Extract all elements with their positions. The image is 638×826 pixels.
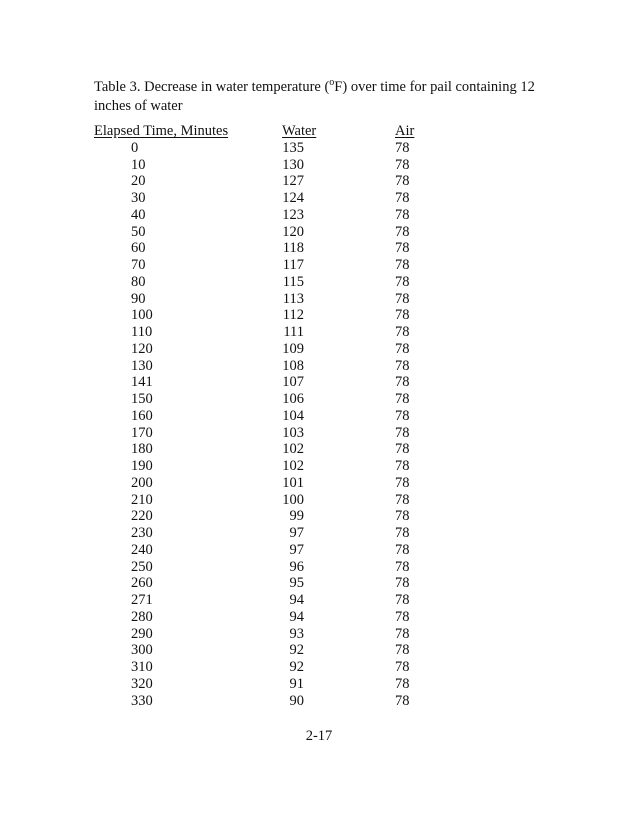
- cell-elapsed-time: 240: [131, 541, 153, 558]
- cell-water-temp: 93: [289, 625, 304, 642]
- cell-water-temp: 92: [289, 659, 304, 675]
- table-row: [0, 324, 638, 341]
- cell-air-temp: 78: [395, 190, 410, 206]
- table-body: [0, 140, 638, 710]
- cell-air-temp: 78: [395, 525, 410, 541]
- cell-elapsed-time: 110: [131, 324, 153, 340]
- table-row: [0, 224, 638, 241]
- cell-elapsed-time: 100: [131, 307, 153, 324]
- cell-air-temp: 78: [395, 458, 410, 474]
- table-row: [0, 458, 638, 475]
- cell-elapsed-time: 120: [131, 340, 153, 357]
- table-row: [0, 291, 638, 308]
- cell-elapsed-time: 300: [131, 642, 153, 659]
- cell-water-temp: 111: [283, 324, 304, 340]
- table-row: [0, 307, 638, 324]
- table-row: [0, 391, 638, 408]
- table-row: [0, 525, 638, 542]
- cell-elapsed-time: 141: [131, 374, 153, 391]
- cell-air-temp: 78: [395, 508, 410, 525]
- cell-air-temp: 78: [395, 424, 410, 441]
- cell-air-temp: 78: [395, 592, 410, 608]
- cell-water-temp: 92: [289, 642, 304, 659]
- table-header-row: [0, 123, 638, 140]
- table-row: [0, 274, 638, 291]
- cell-air-temp: 78: [395, 407, 410, 424]
- cell-water-temp: 104: [282, 407, 304, 424]
- table-row: [0, 374, 638, 391]
- cell-water-temp: 106: [282, 391, 304, 407]
- table-row: [0, 559, 638, 576]
- table-row: [0, 492, 638, 509]
- cell-water-temp: 91: [289, 675, 304, 692]
- table-row: [0, 173, 638, 190]
- cell-elapsed-time: 280: [131, 608, 153, 625]
- table-row: [0, 475, 638, 492]
- cell-water-temp: 103: [282, 424, 304, 441]
- cell-water-temp: 124: [282, 190, 304, 206]
- table-row: [0, 676, 638, 693]
- cell-elapsed-time: 190: [131, 458, 153, 474]
- table-row: [0, 693, 638, 710]
- cell-elapsed-time: 170: [131, 424, 153, 441]
- table-row: [0, 341, 638, 358]
- table-row: [0, 257, 638, 274]
- cell-water-temp: 120: [282, 223, 304, 240]
- cell-air-temp: 78: [395, 206, 410, 223]
- cell-air-temp: 78: [395, 491, 410, 508]
- cell-water-temp: 113: [282, 290, 304, 307]
- cell-air-temp: 78: [395, 307, 410, 324]
- cell-water-temp: 102: [282, 458, 304, 474]
- cell-elapsed-time: 200: [131, 474, 153, 491]
- cell-water-temp: 95: [289, 575, 304, 592]
- table-row: [0, 542, 638, 559]
- caption-text-end: F) over time for pail containing 12 inches of water: [94, 79, 535, 114]
- cell-air-temp: 78: [395, 173, 410, 190]
- cell-elapsed-time: 220: [131, 508, 153, 525]
- cell-elapsed-time: 310: [131, 659, 153, 675]
- table-row: [0, 441, 638, 458]
- cell-air-temp: 78: [395, 692, 410, 709]
- cell-elapsed-time: 40: [131, 206, 146, 223]
- cell-air-temp: 78: [395, 541, 410, 558]
- cell-air-temp: 78: [395, 257, 410, 273]
- cell-air-temp: 78: [395, 441, 410, 458]
- table-caption: [94, 78, 564, 116]
- cell-elapsed-time: 0: [131, 139, 139, 156]
- cell-air-temp: 78: [395, 156, 410, 173]
- cell-air-temp: 78: [395, 675, 410, 692]
- cell-elapsed-time: 180: [131, 441, 153, 458]
- cell-air-temp: 78: [395, 391, 410, 407]
- cell-water-temp: 123: [282, 206, 304, 223]
- cell-elapsed-time: 210: [131, 491, 153, 508]
- cell-elapsed-time: 160: [131, 407, 153, 424]
- cell-air-temp: 78: [395, 642, 410, 659]
- cell-air-temp: 78: [395, 374, 410, 391]
- cell-elapsed-time: 50: [131, 223, 146, 240]
- degree-superscript: o: [329, 77, 335, 88]
- cell-elapsed-time: 250: [131, 558, 153, 575]
- cell-air-temp: 78: [395, 575, 410, 592]
- cell-air-temp: 78: [395, 659, 410, 675]
- cell-air-temp: 78: [395, 474, 410, 491]
- header-elapsed-time: Elapsed Time, Minutes: [94, 123, 229, 139]
- table-row: [0, 642, 638, 659]
- cell-water-temp: 112: [282, 307, 304, 324]
- cell-air-temp: 78: [395, 139, 410, 156]
- cell-elapsed-time: 70: [131, 257, 146, 273]
- cell-elapsed-time: 150: [131, 391, 153, 407]
- table-row: [0, 190, 638, 207]
- cell-water-temp: 96: [289, 558, 304, 575]
- cell-elapsed-time: 20: [131, 173, 146, 190]
- cell-water-temp: 118: [282, 240, 304, 257]
- cell-air-temp: 78: [395, 240, 410, 257]
- table-row: [0, 575, 638, 592]
- cell-elapsed-time: 10: [131, 156, 146, 173]
- header-air: Air: [395, 123, 415, 139]
- table-row: [0, 609, 638, 626]
- page-number: 2-17: [305, 728, 333, 744]
- table-row: [0, 358, 638, 375]
- cell-air-temp: 78: [395, 340, 410, 357]
- table-row: [0, 508, 638, 525]
- table-row: [0, 408, 638, 425]
- cell-water-temp: 130: [282, 156, 304, 173]
- cell-water-temp: 102: [282, 441, 304, 458]
- cell-elapsed-time: 230: [131, 525, 153, 541]
- cell-water-temp: 100: [282, 491, 304, 508]
- caption-text-start: Table 3. Decrease in water temperature (: [94, 79, 330, 95]
- table-row: [0, 207, 638, 224]
- cell-elapsed-time: 80: [131, 273, 146, 290]
- table-row: [0, 626, 638, 643]
- cell-elapsed-time: 290: [131, 625, 153, 642]
- cell-water-temp: 109: [282, 340, 304, 357]
- cell-air-temp: 78: [395, 625, 410, 642]
- cell-water-temp: 94: [289, 592, 304, 608]
- cell-air-temp: 78: [395, 558, 410, 575]
- cell-water-temp: 97: [289, 541, 304, 558]
- table-row: [0, 140, 638, 157]
- table-row: [0, 240, 638, 257]
- cell-water-temp: 117: [282, 257, 304, 273]
- cell-water-temp: 127: [282, 173, 304, 190]
- cell-elapsed-time: 30: [131, 190, 146, 206]
- cell-elapsed-time: 130: [131, 357, 153, 374]
- cell-water-temp: 115: [282, 273, 304, 290]
- cell-air-temp: 78: [395, 290, 410, 307]
- cell-elapsed-time: 60: [131, 240, 146, 257]
- cell-water-temp: 108: [282, 357, 304, 374]
- cell-elapsed-time: 260: [131, 575, 153, 592]
- header-water: Water: [282, 123, 317, 139]
- table-row: [0, 592, 638, 609]
- cell-water-temp: 94: [289, 608, 304, 625]
- table-row: [0, 659, 638, 676]
- table-row: [0, 157, 638, 174]
- cell-water-temp: 99: [289, 508, 304, 525]
- cell-water-temp: 101: [282, 474, 304, 491]
- cell-water-temp: 107: [282, 374, 304, 391]
- cell-water-temp: 135: [282, 139, 304, 156]
- cell-air-temp: 78: [395, 223, 410, 240]
- cell-elapsed-time: 320: [131, 675, 153, 692]
- cell-air-temp: 78: [395, 324, 410, 340]
- cell-air-temp: 78: [395, 608, 410, 625]
- table-row: [0, 425, 638, 442]
- cell-water-temp: 90: [289, 692, 304, 709]
- cell-elapsed-time: 90: [131, 290, 146, 307]
- cell-elapsed-time: 330: [131, 692, 153, 709]
- cell-elapsed-time: 271: [131, 592, 153, 608]
- cell-air-temp: 78: [395, 273, 410, 290]
- temperature-table: [0, 123, 638, 709]
- cell-air-temp: 78: [395, 357, 410, 374]
- cell-water-temp: 97: [289, 525, 304, 541]
